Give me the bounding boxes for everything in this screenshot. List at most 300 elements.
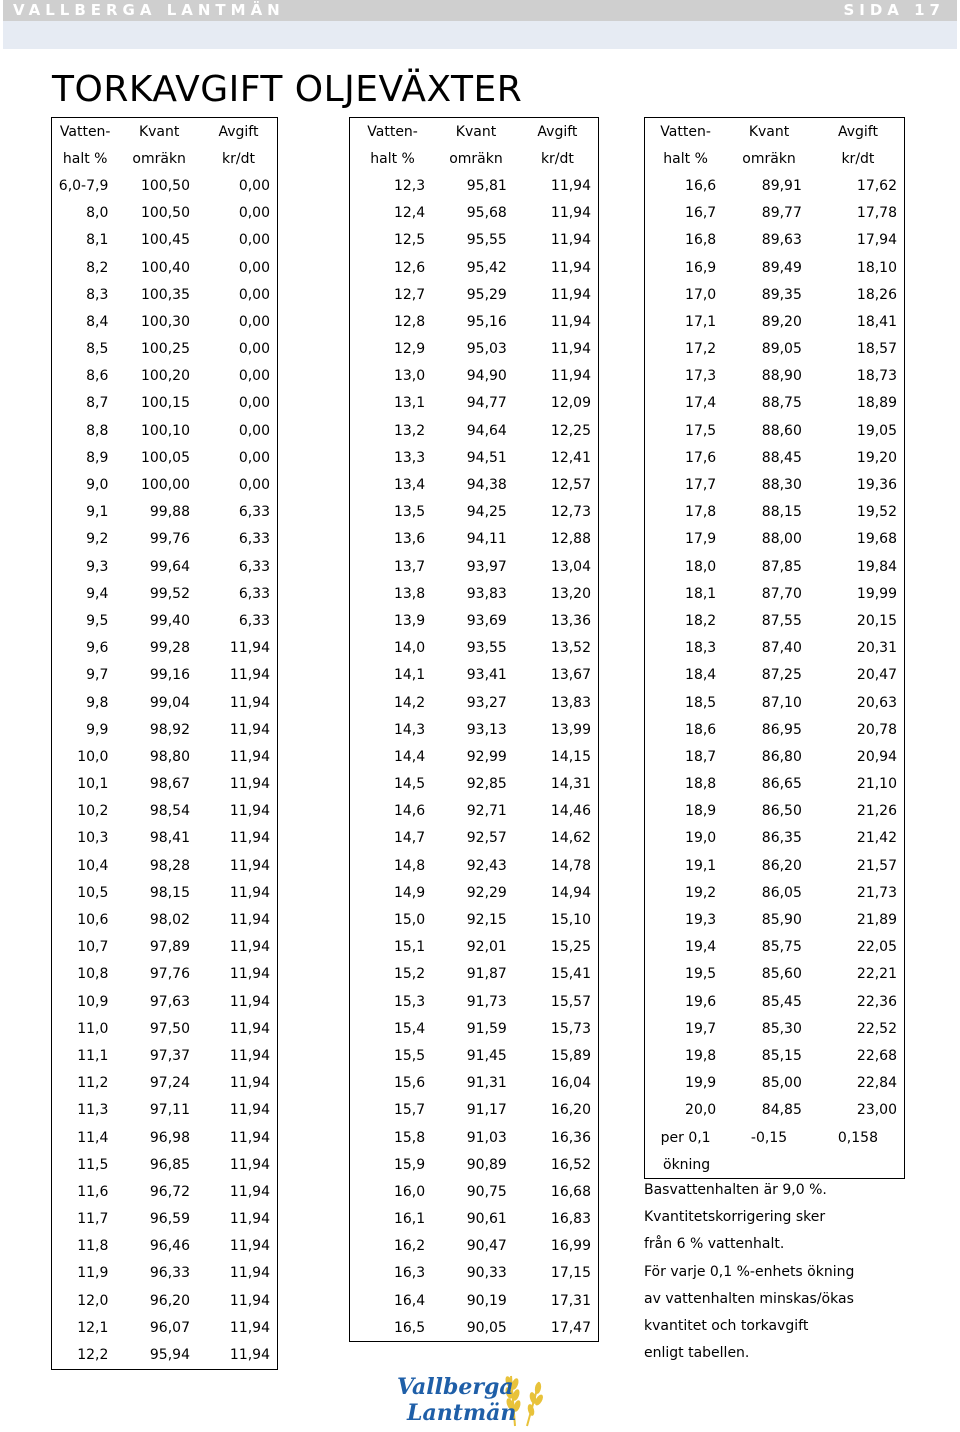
cell-quantity: 96,72 — [149, 1183, 190, 1200]
table-row — [645, 281, 905, 308]
cell-moisture: 11,6 — [77, 1183, 109, 1200]
column-unit-moisture: halt % — [663, 150, 708, 167]
cell-quantity: 85,60 — [761, 966, 802, 983]
table-row — [52, 852, 278, 879]
table-row — [645, 227, 905, 254]
table-row — [52, 635, 278, 662]
table-row — [350, 635, 599, 662]
table-row — [350, 281, 599, 308]
cell-fee: 11,94 — [229, 721, 270, 738]
column-unit-quantity: omräkn — [449, 150, 503, 167]
table-row — [52, 798, 278, 825]
cell-moisture: 19,5 — [685, 966, 717, 983]
cell-moisture: 16,0 — [393, 1183, 426, 1200]
fee-table-3 — [644, 117, 905, 1179]
cell-quantity: 98,02 — [149, 912, 190, 929]
cell-fee: 0,00 — [238, 232, 270, 249]
table-row — [52, 227, 278, 254]
cell-moisture: 19,2 — [685, 884, 717, 901]
cell-moisture: 16,8 — [685, 232, 717, 249]
increment-row-2 — [645, 1151, 905, 1179]
table-row — [52, 1070, 278, 1097]
table-row — [645, 798, 905, 825]
cell-quantity: 90,89 — [466, 1156, 507, 1173]
cell-quantity: 100,10 — [140, 422, 190, 439]
cell-fee: 18,41 — [856, 313, 897, 330]
table-row — [350, 417, 599, 444]
cell-moisture: 17,6 — [685, 449, 717, 466]
cell-fee: 15,25 — [550, 939, 591, 956]
table-row — [52, 1124, 278, 1151]
table-row — [52, 743, 278, 770]
cell-moisture: 10,5 — [77, 884, 109, 901]
cell-quantity: 86,35 — [761, 830, 802, 847]
cell-fee: 12,73 — [550, 504, 591, 521]
table-row — [350, 879, 599, 906]
table-row — [645, 308, 905, 335]
column-unit-fee: kr/dt — [540, 150, 574, 167]
cell-fee: 18,89 — [856, 395, 897, 412]
cell-fee: 21,26 — [856, 803, 897, 820]
table-row — [645, 852, 905, 879]
cell-quantity: 86,50 — [761, 803, 802, 820]
cell-fee: 12,25 — [550, 422, 591, 439]
table-row — [645, 553, 905, 580]
cell-fee: 14,62 — [550, 830, 591, 847]
fee-table-2 — [349, 117, 599, 1342]
cell-moisture: 16,4 — [393, 1292, 426, 1309]
table-row — [52, 363, 278, 390]
cell-moisture: 17,2 — [685, 341, 717, 358]
cell-quantity: 93,69 — [466, 612, 507, 629]
table-row — [52, 825, 278, 852]
table-row — [350, 1097, 599, 1124]
cell-moisture: 15,7 — [393, 1102, 426, 1119]
table-row — [645, 906, 905, 933]
table-row — [52, 988, 278, 1015]
cell-moisture: 12,5 — [393, 232, 426, 249]
cell-fee: 21,10 — [856, 776, 897, 793]
cell-moisture: 10,0 — [77, 748, 109, 765]
cell-moisture: 11,8 — [77, 1238, 109, 1255]
cell-moisture: 17,1 — [685, 313, 717, 330]
cell-quantity: 99,16 — [149, 667, 190, 684]
cell-quantity: 87,70 — [761, 585, 802, 602]
cell-fee: 18,57 — [856, 341, 897, 358]
table-row — [52, 689, 278, 716]
table-row — [52, 961, 278, 988]
cell-quantity: 96,85 — [149, 1156, 190, 1173]
cell-quantity: 84,85 — [761, 1102, 802, 1119]
table-row — [645, 200, 905, 227]
note-line: från 6 % vattenhalt. — [644, 1236, 785, 1253]
cell-fee: 11,94 — [229, 912, 270, 929]
cell-quantity: 88,30 — [761, 477, 802, 494]
cell-fee: 11,94 — [229, 966, 270, 983]
cell-fee: 11,94 — [229, 993, 270, 1010]
cell-quantity: 91,17 — [466, 1102, 507, 1119]
cell-fee: 6,33 — [238, 504, 270, 521]
column-header-moisture: Vatten- — [660, 123, 711, 140]
cell-moisture: 14,1 — [393, 667, 426, 684]
cell-fee: 11,94 — [229, 1047, 270, 1064]
cell-quantity: 86,80 — [761, 748, 802, 765]
cell-moisture: 8,0 — [86, 205, 109, 222]
page-number: SIDA 17 — [843, 1, 945, 19]
cell-moisture: 15,2 — [393, 966, 426, 983]
cell-quantity: 93,97 — [466, 558, 507, 575]
logo-text-line2: Lantmän — [407, 1400, 517, 1426]
table-header-row — [645, 118, 905, 146]
cell-quantity: 98,67 — [149, 776, 190, 793]
table-row — [350, 1070, 599, 1097]
cell-moisture: 14,3 — [393, 721, 426, 738]
cell-fee: 11,94 — [229, 1292, 270, 1309]
table-row — [350, 308, 599, 335]
cell-moisture: 18,2 — [685, 612, 717, 629]
cell-fee: 20,78 — [856, 721, 897, 738]
cell-fee: 19,99 — [856, 585, 897, 602]
table-row — [52, 471, 278, 498]
cell-quantity: 92,01 — [466, 939, 507, 956]
cell-moisture: 16,3 — [393, 1265, 426, 1282]
cell-moisture: 18,6 — [685, 721, 717, 738]
cell-moisture: 18,1 — [685, 585, 717, 602]
cell-moisture: 20,0 — [685, 1102, 717, 1119]
cell-fee: 16,36 — [550, 1129, 591, 1146]
note-line: kvantitet och torkavgift — [644, 1317, 809, 1334]
cell-fee: 14,46 — [550, 803, 591, 820]
cell-fee: 11,94 — [550, 341, 591, 358]
cell-fee: 0,00 — [238, 341, 270, 358]
cell-moisture: 18,8 — [685, 776, 717, 793]
column-unit-fee: kr/dt — [222, 150, 255, 167]
notes-block — [644, 1177, 944, 1367]
cell-fee: 21,73 — [856, 884, 897, 901]
cell-moisture: 9,6 — [86, 640, 109, 657]
cell-quantity: 89,77 — [761, 205, 802, 222]
cell-fee: 13,20 — [550, 585, 591, 602]
cell-quantity: 87,10 — [761, 694, 802, 711]
table-row — [52, 934, 278, 961]
cell-fee: 19,36 — [856, 477, 897, 494]
cell-moisture: 13,0 — [393, 368, 426, 385]
cell-quantity: 98,15 — [149, 884, 190, 901]
table-row — [52, 1015, 278, 1042]
cell-moisture: 8,5 — [86, 341, 109, 358]
cell-moisture: 13,4 — [393, 477, 426, 494]
cell-moisture: 18,3 — [685, 640, 717, 657]
cell-fee: 12,57 — [550, 477, 591, 494]
cell-quantity: 100,40 — [140, 259, 190, 276]
cell-fee: 15,73 — [550, 1020, 591, 1037]
cell-quantity: 85,45 — [761, 993, 802, 1010]
table-row — [52, 716, 278, 743]
table-row — [52, 580, 278, 607]
cell-moisture: 10,8 — [77, 966, 109, 983]
cell-quantity: 91,73 — [466, 993, 507, 1010]
cell-moisture: 17,9 — [685, 531, 717, 548]
table-row — [52, 553, 278, 580]
cell-moisture: 8,2 — [86, 259, 109, 276]
cell-fee: 22,52 — [856, 1020, 897, 1037]
cell-fee: 12,09 — [550, 395, 591, 412]
table-row — [350, 1015, 599, 1042]
cell-quantity: 85,30 — [761, 1020, 802, 1037]
cell-quantity: 90,75 — [466, 1183, 507, 1200]
cell-quantity: 86,65 — [761, 776, 802, 793]
note-line: Basvattenhalten är 9,0 %. — [644, 1182, 827, 1198]
cell-moisture: 15,9 — [393, 1156, 426, 1173]
cell-moisture: 14,6 — [393, 803, 426, 820]
cell-quantity: 94,38 — [466, 477, 507, 494]
cell-quantity: 94,77 — [466, 395, 507, 412]
fee-table-1 — [51, 117, 278, 1370]
cell-moisture: 9,8 — [86, 694, 109, 711]
table-row — [645, 336, 905, 363]
table-row — [645, 1097, 905, 1124]
cell-quantity: 87,40 — [761, 640, 802, 657]
column-header-quantity: Kvant — [138, 123, 180, 140]
column-unit-quantity: omräkn — [132, 150, 186, 167]
cell-moisture: 17,5 — [685, 422, 717, 439]
cell-moisture: 15,6 — [393, 1075, 426, 1092]
cell-fee: 0,00 — [238, 449, 270, 466]
cell-fee: 23,00 — [856, 1102, 897, 1119]
cell-quantity: 94,51 — [466, 449, 507, 466]
cell-quantity: 89,20 — [761, 313, 802, 330]
cell-quantity: 98,54 — [149, 803, 190, 820]
cell-fee: 6,33 — [238, 558, 270, 575]
cell-moisture: 15,0 — [393, 912, 426, 929]
cell-quantity: 88,90 — [761, 368, 802, 385]
cell-fee: 6,33 — [238, 585, 270, 602]
cell-quantity: 92,85 — [466, 776, 507, 793]
cell-moisture: 8,1 — [86, 232, 109, 249]
cell-quantity: 98,41 — [149, 830, 190, 847]
cell-quantity: 93,13 — [466, 721, 507, 738]
table-row — [645, 390, 905, 417]
cell-quantity: 93,27 — [466, 694, 507, 711]
table-row — [645, 825, 905, 852]
cell-fee: 11,94 — [229, 830, 270, 847]
cell-quantity: 90,47 — [466, 1238, 507, 1255]
table-row — [645, 607, 905, 634]
table-row — [52, 1206, 278, 1233]
table-row — [350, 1042, 599, 1069]
table-row — [52, 1314, 278, 1341]
table-row — [645, 961, 905, 988]
cell-moisture: 10,2 — [77, 803, 109, 820]
cell-moisture: 8,4 — [86, 313, 109, 330]
cell-fee: 16,99 — [550, 1238, 591, 1255]
cell-fee: 11,94 — [229, 1102, 270, 1119]
table-row — [350, 771, 599, 798]
cell-moisture: 15,3 — [393, 993, 426, 1010]
cell-moisture: 8,9 — [86, 449, 109, 466]
cell-fee: 11,94 — [229, 884, 270, 901]
cell-moisture: 9,9 — [86, 721, 109, 738]
cell-moisture: 9,0 — [86, 477, 109, 494]
table-row — [350, 336, 599, 363]
cell-quantity: 95,68 — [466, 205, 507, 222]
cell-quantity: 94,25 — [466, 504, 507, 521]
table-row — [52, 1042, 278, 1069]
cell-fee: 21,42 — [856, 830, 897, 847]
cell-fee: 22,21 — [856, 966, 897, 983]
cell-quantity: 99,40 — [149, 612, 190, 629]
cell-quantity: 86,20 — [761, 857, 802, 874]
cell-moisture: 12,3 — [393, 177, 426, 194]
cell-fee: 11,94 — [550, 286, 591, 303]
cell-fee: 11,94 — [550, 259, 591, 276]
cell-fee: 15,57 — [550, 993, 591, 1010]
cell-fee: 14,94 — [550, 884, 591, 901]
table-row — [350, 499, 599, 526]
cell-fee: 13,67 — [550, 667, 591, 684]
cell-fee: 11,94 — [229, 776, 270, 793]
cell-fee: 18,73 — [856, 368, 897, 385]
cell-fee: 13,04 — [550, 558, 591, 575]
table-row — [350, 906, 599, 933]
cell-moisture: 15,5 — [393, 1047, 426, 1064]
cell-moisture: 11,3 — [77, 1102, 109, 1119]
table-row — [645, 934, 905, 961]
cell-quantity: 98,92 — [149, 721, 190, 738]
cell-quantity: 94,11 — [466, 531, 507, 548]
cell-moisture: 9,7 — [86, 667, 109, 684]
cell-moisture: 16,9 — [685, 259, 717, 276]
cell-quantity: 89,05 — [761, 341, 802, 358]
cell-quantity: 94,64 — [466, 422, 507, 439]
header-brand: VALLBERGA LANTMÄN — [13, 1, 285, 19]
cell-moisture: 19,6 — [685, 993, 717, 1010]
cell-moisture: 17,7 — [685, 477, 717, 494]
cell-moisture: 19,1 — [685, 857, 717, 874]
cell-moisture: 13,9 — [393, 612, 426, 629]
cell-quantity: 93,41 — [466, 667, 507, 684]
cell-fee: 22,05 — [856, 939, 897, 956]
header-bar — [3, 0, 957, 21]
table-row — [350, 798, 599, 825]
table-row — [52, 662, 278, 689]
cell-quantity: 100,30 — [140, 313, 190, 330]
cell-moisture: 12,1 — [77, 1319, 109, 1336]
table-row — [350, 390, 599, 417]
table-row — [645, 254, 905, 281]
table-row — [52, 906, 278, 933]
cell-quantity: 92,57 — [466, 830, 507, 847]
cell-quantity: 91,59 — [466, 1020, 507, 1037]
cell-fee: 20,63 — [856, 694, 897, 711]
cell-fee: 19,05 — [856, 422, 897, 439]
cell-quantity: 85,90 — [761, 912, 802, 929]
table-row — [52, 444, 278, 471]
table-row — [350, 526, 599, 553]
cell-fee: 11,94 — [229, 748, 270, 765]
cell-moisture: 6,0-7,9 — [58, 177, 109, 194]
cell-fee: 11,94 — [550, 232, 591, 249]
table-row — [52, 308, 278, 335]
cell-moisture: 10,4 — [77, 857, 109, 874]
column-unit-moisture: halt % — [62, 150, 108, 167]
cell-fee: 20,15 — [856, 612, 897, 629]
cell-fee: 17,94 — [856, 232, 897, 249]
cell-fee: 11,94 — [229, 939, 270, 956]
cell-moisture: 9,5 — [86, 612, 109, 629]
cell-moisture: 16,1 — [393, 1211, 426, 1228]
table-row — [645, 743, 905, 770]
cell-moisture: 8,7 — [86, 395, 109, 412]
cell-quantity: 99,64 — [149, 558, 190, 575]
cell-fee: 11,94 — [229, 1183, 270, 1200]
cell-fee: 14,15 — [550, 748, 591, 765]
cell-quantity: 87,85 — [761, 558, 802, 575]
table-row — [645, 1015, 905, 1042]
cell-fee: 13,52 — [550, 640, 591, 657]
cell-moisture: 17,0 — [685, 286, 717, 303]
cell-quantity: 98,28 — [149, 857, 190, 874]
table-row — [645, 1070, 905, 1097]
note-line: av vattenhalten minskas/ökas — [644, 1290, 854, 1307]
cell-fee: 15,41 — [550, 966, 591, 983]
cell-fee: 11,94 — [229, 1211, 270, 1228]
table-row — [52, 1097, 278, 1124]
cell-moisture: 10,1 — [77, 776, 109, 793]
cell-quantity: 87,55 — [761, 612, 802, 629]
cell-fee: 11,94 — [229, 640, 270, 657]
table-row — [645, 471, 905, 498]
table-row — [350, 444, 599, 471]
table-row — [645, 662, 905, 689]
cell-fee: 0,00 — [238, 477, 270, 494]
cell-quantity: 100,35 — [140, 286, 190, 303]
cell-moisture: 18,9 — [685, 803, 717, 820]
cell-moisture: 19,9 — [685, 1075, 717, 1092]
cell-fee: 11,94 — [229, 667, 270, 684]
cell-moisture: 11,2 — [77, 1075, 109, 1092]
cell-moisture: 15,4 — [393, 1020, 426, 1037]
cell-fee: 11,94 — [229, 857, 270, 874]
table-row — [52, 499, 278, 526]
cell-quantity: 89,35 — [761, 286, 802, 303]
cell-moisture: 16,5 — [393, 1319, 426, 1336]
note-line: enligt tabellen. — [644, 1345, 750, 1362]
cell-fee: 6,33 — [238, 612, 270, 629]
cell-moisture: 16,7 — [685, 205, 717, 222]
cell-moisture: 12,0 — [77, 1292, 109, 1309]
cell-fee: 11,94 — [550, 313, 591, 330]
cell-moisture: 12,7 — [393, 286, 426, 303]
cell-moisture: 14,8 — [393, 857, 426, 874]
table-row — [52, 1287, 278, 1314]
cell-moisture: 11,7 — [77, 1211, 109, 1228]
cell-moisture: 11,1 — [77, 1047, 109, 1064]
cell-fee: 19,52 — [856, 504, 897, 521]
table-row — [645, 1042, 905, 1069]
table-row — [645, 444, 905, 471]
table-row — [645, 363, 905, 390]
cell-quantity: 99,52 — [149, 585, 190, 602]
cell-quantity: 99,88 — [149, 504, 190, 521]
table-row — [52, 1260, 278, 1287]
cell-fee: 12,88 — [550, 531, 591, 548]
cell-quantity: 90,19 — [466, 1292, 507, 1309]
cell-quantity: 89,49 — [761, 259, 802, 276]
table-row — [350, 254, 599, 281]
cell-moisture: 8,6 — [86, 368, 109, 385]
table-row — [52, 281, 278, 308]
